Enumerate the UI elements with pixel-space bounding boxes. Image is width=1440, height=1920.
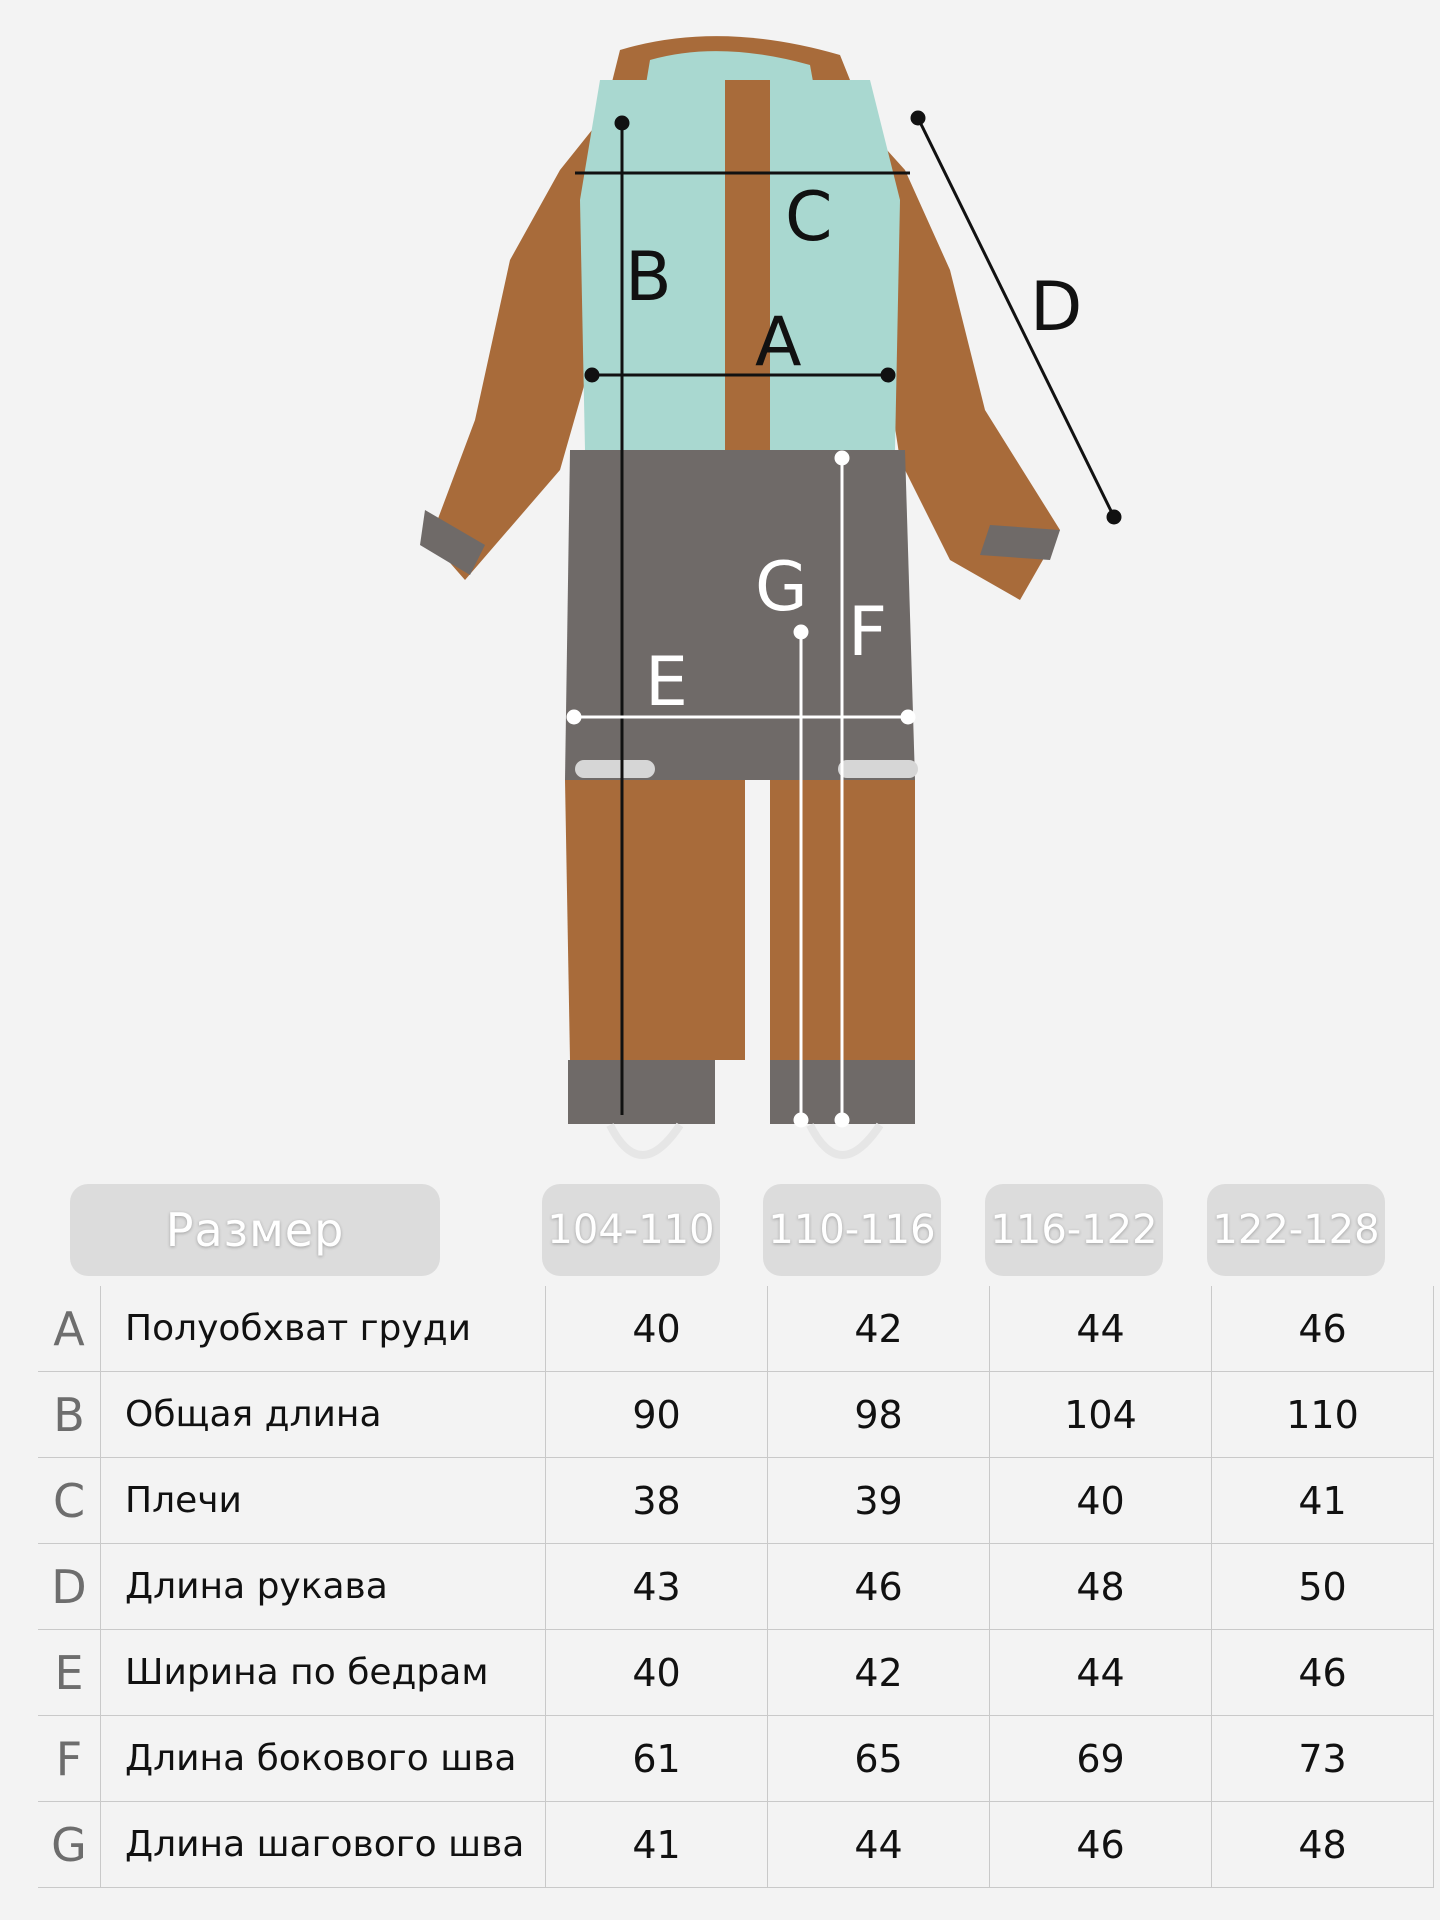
table-row [38, 1716, 1434, 1802]
left-foot-strap [610, 1125, 680, 1155]
row-letter: A [38, 1286, 101, 1372]
label-c: C [785, 178, 833, 257]
left-leg-panel [568, 1060, 715, 1124]
table-row [38, 1286, 1434, 1372]
row-name: Ширина по бедрам [101, 1630, 546, 1716]
row-value: 65 [768, 1716, 990, 1802]
left-leg [565, 780, 745, 1060]
right-foot-strap [810, 1125, 880, 1155]
row-letter: C [38, 1458, 101, 1544]
row-value: 104 [990, 1372, 1212, 1458]
size-pill-122-128: 122-128 [1207, 1184, 1385, 1276]
row-value: 41 [1212, 1458, 1434, 1544]
label-e: E [645, 643, 688, 722]
row-value: 38 [546, 1458, 768, 1544]
right-reflector [838, 760, 918, 778]
row-value: 90 [546, 1372, 768, 1458]
row-value: 44 [990, 1286, 1212, 1372]
row-value: 41 [546, 1802, 768, 1888]
table-row [38, 1630, 1434, 1716]
row-value: 42 [768, 1630, 990, 1716]
label-a: A [755, 303, 802, 382]
row-value: 48 [1212, 1802, 1434, 1888]
row-value: 39 [768, 1458, 990, 1544]
size-pill-104-110: 104-110 [542, 1184, 720, 1276]
row-value: 44 [990, 1630, 1212, 1716]
row-value: 46 [1212, 1630, 1434, 1716]
row-value: 40 [990, 1458, 1212, 1544]
table-row [38, 1802, 1434, 1888]
row-name: Плечи [101, 1458, 546, 1544]
row-letter: F [38, 1716, 101, 1802]
row-value: 46 [990, 1802, 1212, 1888]
right-cuff [980, 525, 1060, 560]
row-name: Длина бокового шва [101, 1716, 546, 1802]
row-value: 44 [768, 1802, 990, 1888]
row-value: 61 [546, 1716, 768, 1802]
size-pill-110-116: 110-116 [763, 1184, 941, 1276]
row-value: 46 [768, 1544, 990, 1630]
row-value: 42 [768, 1286, 990, 1372]
row-value: 98 [768, 1372, 990, 1458]
row-letter: B [38, 1372, 101, 1458]
label-f: F [848, 593, 888, 672]
label-b: B [625, 238, 672, 317]
row-value: 69 [990, 1716, 1212, 1802]
row-value: 48 [990, 1544, 1212, 1630]
table-row [38, 1372, 1434, 1458]
size-pill-116-122: 116-122 [985, 1184, 1163, 1276]
row-value: 40 [546, 1630, 768, 1716]
left-reflector [575, 760, 655, 778]
row-name: Полуобхват груди [101, 1286, 546, 1372]
row-name: Длина рукава [101, 1544, 546, 1630]
table-row [38, 1458, 1434, 1544]
row-value: 50 [1212, 1544, 1434, 1630]
size-table [38, 1286, 1434, 1888]
row-name: Общая длина [101, 1372, 546, 1458]
label-d: D [1030, 268, 1083, 347]
row-value: 46 [1212, 1286, 1434, 1372]
row-value: 40 [546, 1286, 768, 1372]
label-g: G [755, 548, 808, 627]
row-value: 110 [1212, 1372, 1434, 1458]
size-header: Размер [70, 1184, 440, 1276]
row-letter: D [38, 1544, 101, 1630]
row-letter: G [38, 1802, 101, 1888]
row-letter: E [38, 1630, 101, 1716]
table-row [38, 1544, 1434, 1630]
row-name: Длина шагового шва [101, 1802, 546, 1888]
row-value: 73 [1212, 1716, 1434, 1802]
row-value: 43 [546, 1544, 768, 1630]
